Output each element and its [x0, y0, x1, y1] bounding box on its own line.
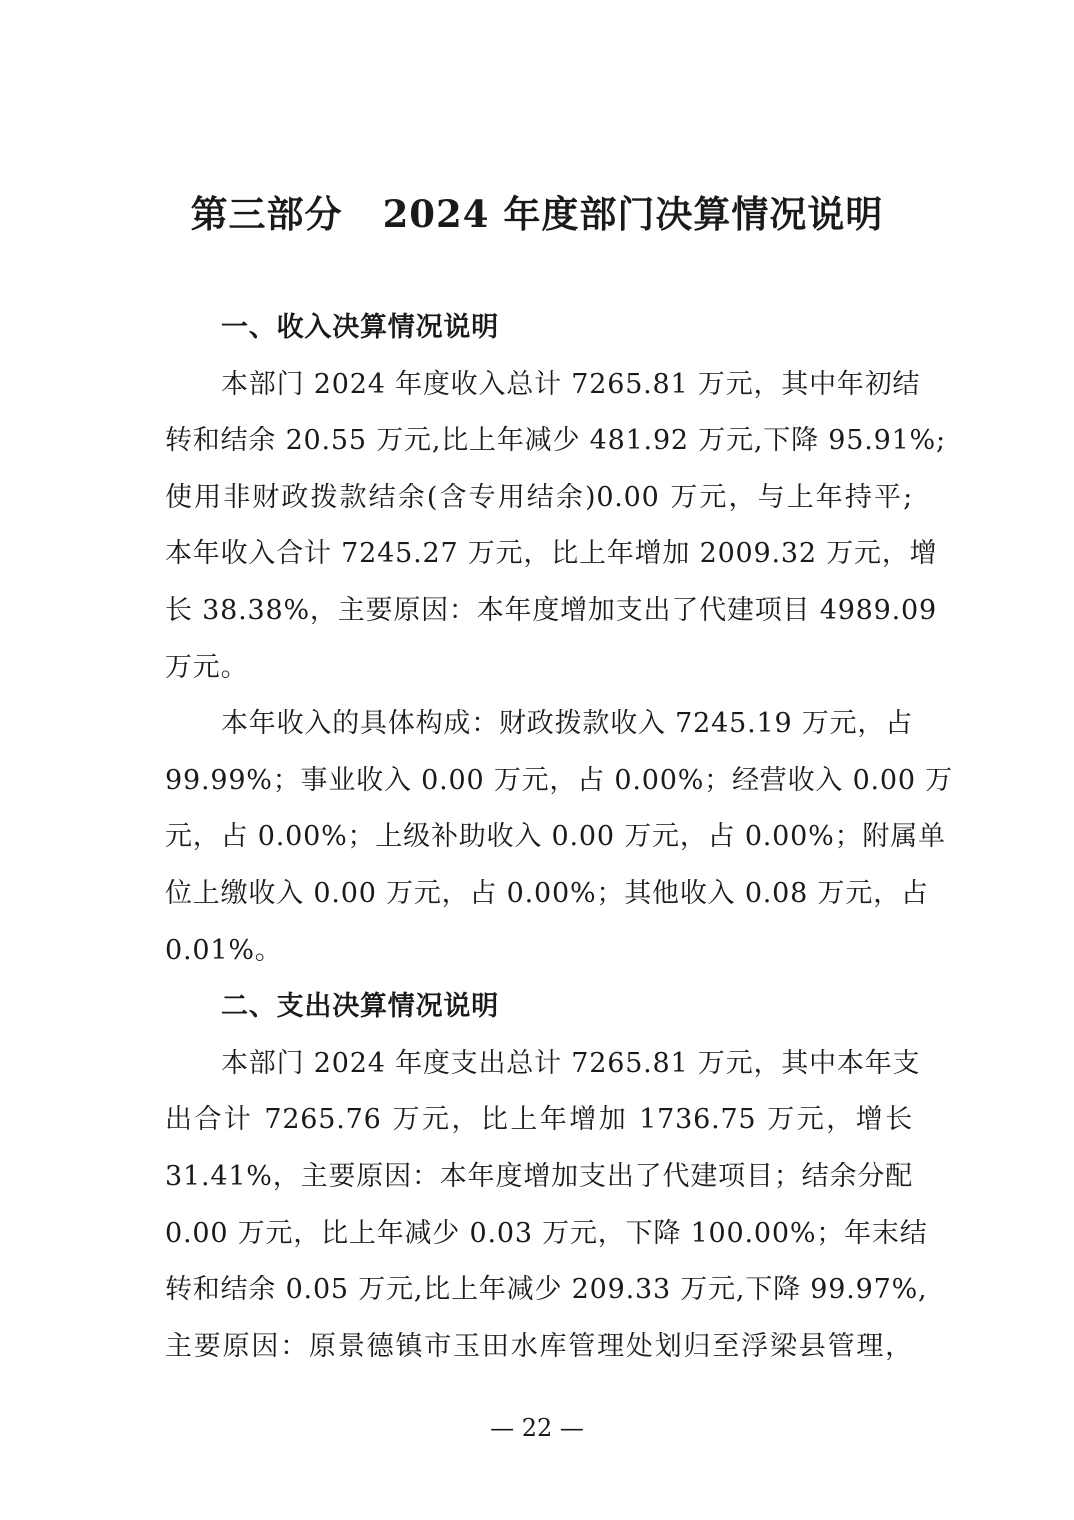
text-line: 本部门 2024 年度收入总计 7265.81 万元，其中年初结	[221, 368, 921, 400]
text-line: 长 38.38%，主要原因：本年度增加支出了代建项目 4989.09	[165, 594, 937, 626]
page-number: — 22 —	[490, 1414, 584, 1442]
document-body	[165, 300, 954, 1375]
text-line: 元，占 0.00%；上级补助收入 0.00 万元，占 0.00%；附属单	[165, 821, 946, 853]
text-line: 0.01%。	[165, 934, 283, 966]
section-heading-income: 一、收入决算情况说明	[221, 312, 499, 343]
title-text: 2024 年度部门决算情况说明	[382, 192, 884, 236]
text-line: 本年收入合计 7245.27 万元，比上年增加 2009.32 万元，增	[165, 538, 938, 570]
income-summary-paragraph	[165, 357, 946, 697]
text-line: 主要原因：原景德镇市玉田水库管理处划归至浮梁县管理，	[165, 1330, 913, 1362]
text-line: 31.41%，主要原因：本年度增加支出了代建项目；结余分配	[165, 1160, 913, 1192]
title-part: 第三部分	[190, 192, 343, 236]
text-line: 转和结余 20.55 万元,比上年减少 481.92 万元,下降 95.91%;	[165, 425, 946, 457]
text-line: 本部门 2024 年度支出总计 7265.81 万元，其中本年支	[221, 1047, 921, 1079]
income-composition-paragraph	[165, 696, 954, 979]
text-line: 本年收入的具体构成：财政拨款收入 7245.19 万元，占	[221, 708, 914, 740]
text-line: 99.99%；事业收入 0.00 万元，占 0.00%；经营收入 0.00 万	[165, 764, 954, 796]
text-line: 0.00 万元，比上年减少 0.03 万元，下降 100.00%；年末结	[165, 1217, 928, 1249]
section-heading-expenditure: 二、支出决算情况说明	[221, 991, 499, 1023]
expenditure-summary-paragraph	[165, 1036, 928, 1376]
text-line: 转和结余 0.05 万元,比上年减少 209.33 万元,下降 99.97%,	[165, 1274, 928, 1306]
text-line: 万元。	[165, 651, 249, 683]
text-line: 出合计 7265.76 万元，比上年增加 1736.75 万元，增长	[165, 1104, 913, 1136]
text-line: 位上缴收入 0.00 万元，占 0.00%；其他收入 0.08 万元，占	[165, 877, 929, 909]
text-line: 使用非财政拨款结余(含专用结余)0.00 万元，与上年持平;	[165, 481, 913, 513]
page-title	[0, 186, 1074, 242]
